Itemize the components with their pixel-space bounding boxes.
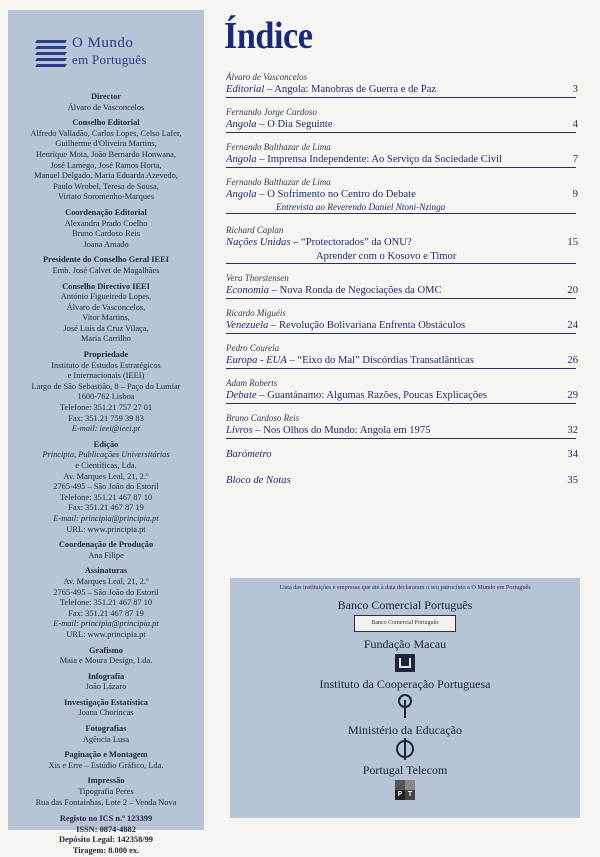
index-entry[interactable] [226, 273, 576, 308]
entry-title-line [226, 118, 576, 133]
logo-mark-icon [36, 38, 66, 68]
masthead-line: Vitor Martins, [82, 313, 130, 323]
masthead-line: Joana Chorincas [78, 708, 134, 718]
registry-line: Tiragem: 8.000 ex. [72, 846, 140, 855]
masthead-heading: Conselho Editorial [72, 118, 140, 128]
entry-author: Fernando Jorge Cardoso [226, 107, 317, 117]
masthead-heading: Fotografias [85, 724, 127, 734]
sponsors-note: Lista das instituições e empresas que até à data declararam o seu patrocínio a O Mundo em Português [279, 584, 531, 591]
masthead-line: URL: www.principia.pt [66, 524, 146, 534]
index-list [226, 72, 576, 500]
entry-page-number: 26 [567, 355, 578, 366]
entry-title-line [226, 153, 576, 168]
sponsor-portugal-telecom: Portugal Telecom [362, 763, 448, 777]
masthead-line: Tipografia Peres [78, 787, 134, 797]
masthead-line: Instituto de Estudos Estratégicos [51, 360, 161, 370]
masthead-line: José Luís da Cruz Vilaça, [63, 323, 149, 333]
index-entry[interactable] [226, 378, 576, 413]
entry-title: – “Protectorados” da ONU? [290, 237, 412, 248]
masthead-line: Alfredo Valladão, Carlos Lopes, Celso Lafer, [30, 128, 182, 138]
entry-title-line [226, 354, 576, 369]
magazine-logo [8, 28, 204, 74]
entry-title-line [226, 319, 576, 334]
index-entry[interactable] [226, 225, 576, 273]
masthead-line: Agência Lusa [82, 734, 130, 744]
entry-title: – Nova Ronda de Negociações da OMC [268, 285, 442, 296]
entry-page-number: 29 [567, 390, 578, 401]
entry-author: Ricardo Miguéis [226, 308, 286, 318]
masthead-line: e Científicas, Lda. [75, 461, 137, 470]
entry-section: Debate [226, 390, 257, 401]
page-title: Índice [224, 15, 313, 57]
masthead-heading: Director [90, 92, 122, 101]
entry-page-number: 35 [567, 475, 578, 486]
registry-line: Depósito Legal: 142358/99 [59, 835, 153, 845]
entry-page-number: 15 [567, 237, 578, 248]
entry-page-number: 34 [567, 449, 578, 460]
masthead-line: Largo de São Sebastião, 8 – Paço do Lumiar [31, 381, 181, 391]
entry-author: Álvaro de Vasconcelos [226, 72, 308, 82]
registry-block [8, 814, 204, 856]
masthead-line: António Figueiredo Lopes, [60, 292, 152, 302]
entry-title-line [226, 83, 576, 98]
entry-author: Bruno Cardoso Reis [226, 413, 300, 423]
masthead-line: Telefone: 351.21 467 87 10 [59, 598, 153, 608]
masthead-line: E-mail: principia@principia.pt [53, 619, 159, 629]
masthead-heading: Grafismo [89, 645, 123, 655]
masthead-heading: Presidente do Conselho Geral IEEI [43, 255, 169, 265]
masthead-line: Telefone: 351.21 467 87 10 [59, 492, 153, 502]
masthead-heading: Conselho Directivo IEEI [62, 281, 150, 291]
entry-section: Barómetro [226, 449, 272, 460]
masthead-heading: Assinaturas [84, 566, 128, 576]
masthead-line: João Lázaro [85, 682, 127, 692]
entry-title-line [226, 389, 576, 404]
entry-title: – Nos Olhos do Mundo: Angola em 1975 [252, 425, 431, 436]
masthead-line: José Lamego, José Ramos Horta, [50, 160, 162, 170]
entry-author: Fernando Balthazar de Lima [226, 177, 331, 187]
entry-subtitle: Entrevista ao Reverendo Daniel Ntoni-Nzinga [226, 202, 576, 214]
sponsor-icp: Instituto da Cooperação Portuguesa [319, 677, 491, 691]
entry-title-line [226, 474, 576, 488]
entry-author: Richard Caplan [226, 225, 284, 235]
entry-section: Venezuela [226, 320, 269, 331]
masthead-line: Fax: 351.21 467 87 19 [68, 608, 144, 618]
entry-section: Europa - EUA [226, 355, 287, 366]
entry-page-number: 32 [567, 425, 578, 436]
masthead-line: Maria Carrilho [80, 334, 131, 344]
entry-title: – Guantánamo: Algumas Razões, Poucas Explicações [256, 390, 487, 401]
entry-title-line [226, 236, 576, 250]
entry-section: Economia [226, 285, 269, 296]
masthead-line: Paulo Wrobel, Teresa de Sousa, [53, 181, 159, 191]
entry-page-number: 4 [572, 119, 578, 130]
entry-section: Angola [226, 119, 257, 130]
entry-title-line [226, 424, 576, 439]
sponsor-fundacao-macau: Fundação Macau [363, 637, 447, 651]
bcp-logo-icon: Banco Comercial Português [354, 615, 456, 632]
masthead-line: Manuel Delgado, Maria Eduarda Azevedo, [34, 171, 178, 181]
masthead-line: Av. Marques Leal, 21, 2.º [63, 471, 149, 481]
sponsor-bcp: Banco Comercial Português [337, 598, 473, 612]
fundacao-macau-logo-icon [395, 654, 415, 672]
masthead-line: Av. Marques Leal, 21, 2.º [63, 576, 149, 586]
masthead-line: E-mail: principia@principia.pt [53, 513, 159, 523]
entry-author: Adam Roberts [226, 378, 278, 388]
entry-section: Angola [226, 189, 257, 200]
ministerio-logo-icon [396, 740, 414, 758]
masthead-column [8, 10, 204, 855]
index-entry[interactable] [226, 177, 576, 225]
masthead-line: URL: www.principia.pt [66, 629, 146, 639]
masthead-heading: Paginação e Montagem [64, 750, 148, 760]
entry-author: Pedro Courela [226, 343, 280, 353]
index-entry[interactable] [226, 474, 576, 500]
portugal-telecom-logo-icon: P T [395, 780, 415, 800]
registry-line: ISSN: 0874-4882 [76, 824, 136, 834]
masthead-line: Rua das Fontainhas, Lote 2 – Venda Nova [35, 797, 177, 807]
entry-section: Livros [226, 425, 253, 436]
masthead-line: Álvaro de Vasconcelos [67, 102, 145, 112]
masthead-line: Telefone: 351.21 757 27 01 [59, 403, 153, 413]
masthead-line: 2765-495 – São João do Estoril [53, 587, 159, 597]
masthead-heading: Infografia [87, 671, 125, 681]
masthead-heading: Coordenação de Produção [58, 540, 154, 550]
entry-subtitle: Aprender com o Kosovo e Timor [226, 250, 576, 264]
masthead-line: Maia e Moura Design, Lda. [59, 656, 153, 666]
masthead-line: e Internacionais (IEEI) [67, 371, 145, 381]
masthead-line: Ana Filipe [88, 550, 124, 560]
index-entry[interactable] [226, 142, 576, 177]
masthead-line: Alexandra Prado Coelho [64, 218, 148, 228]
masthead-line: Viriato Soromenho-Marques [57, 192, 155, 202]
entry-section: Angola [226, 154, 257, 165]
masthead-line: Xis e Erre – Estúdio Gráfico, Lda. [48, 760, 164, 770]
masthead-line: Guilherme d'Oliveira Martins, [55, 139, 157, 149]
entry-title: – O Dia Seguinte [256, 119, 333, 130]
masthead-line: Emb. José Calvet de Magalhães [52, 265, 160, 275]
index-entry[interactable] [226, 413, 576, 448]
masthead-line: Joana Amado [83, 239, 129, 249]
registry-line: Registo no ICS n.º 123399 [59, 814, 153, 824]
entry-section: Editorial [226, 84, 265, 95]
logo-line-2: em Português [72, 52, 147, 67]
entry-page-number: 3 [572, 84, 578, 95]
sponsor-ministerio-educacao: Ministério da Educação [348, 723, 462, 737]
entry-author: Vera Thorstensen [226, 273, 289, 283]
masthead-line: E-mail: ieei@ieei.pt [71, 424, 141, 434]
masthead-line: Fax: 351.21 759 39 83 [68, 413, 144, 423]
sponsors-box [230, 578, 580, 818]
masthead-heading: Coordenação Editorial [65, 207, 147, 217]
entry-title: – “Eixo do Mal” Discórdias Transatlânticas [286, 355, 474, 366]
entry-section: Bloco de Notas [226, 475, 291, 486]
masthead-line: Bruno Cardoso Reis [72, 229, 140, 239]
logo-line-1: O Mundo [72, 35, 134, 51]
entry-page-number: 9 [572, 189, 578, 200]
index-entry[interactable] [226, 107, 576, 142]
masthead-heading: Investigação Estatística [64, 697, 148, 707]
entry-page-number: 20 [567, 285, 578, 296]
index-entry[interactable] [226, 72, 576, 107]
entry-title-line [226, 284, 576, 299]
entry-title: – O Sofrimento no Centro do Debate [256, 189, 416, 200]
entry-page-number: 7 [572, 154, 578, 165]
masthead-credits [8, 92, 204, 857]
entry-author: Fernando Balthazar de Lima [226, 142, 331, 152]
masthead-line: Fax: 351.21 467 87 19 [68, 503, 144, 513]
masthead-heading: Propriedade [83, 350, 129, 360]
masthead-line: 2765-495 – São João do Estoril [53, 482, 159, 492]
entry-title: – Revolução Bolivariana Enfrenta Obstáculos [268, 320, 466, 331]
icp-logo-icon [398, 694, 412, 718]
index-entry[interactable] [226, 308, 576, 343]
masthead-line: Álvaro de Vasconcelos, [66, 302, 146, 312]
entry-section: Nações Unidas [226, 237, 291, 248]
entry-title: – Imprensa Independente: Ao Serviço da Sociedade Civil [256, 154, 502, 165]
masthead-line: Henrique Mota, João Bernardo Honwana, [35, 149, 176, 159]
entry-page-number: 24 [567, 320, 578, 331]
entry-title-line [226, 188, 576, 202]
masthead-line: Principia, Publicações Universitárias [42, 450, 170, 460]
masthead-line: 1600-762 Lisboa [77, 392, 135, 402]
index-entry[interactable] [226, 448, 576, 474]
index-entry[interactable] [226, 343, 576, 378]
masthead-heading: Impressão [87, 776, 125, 786]
entry-title-line [226, 448, 576, 462]
masthead-heading: Edição [93, 439, 119, 449]
entry-title: – Angola: Manobras de Guerra e de Paz [264, 84, 437, 95]
